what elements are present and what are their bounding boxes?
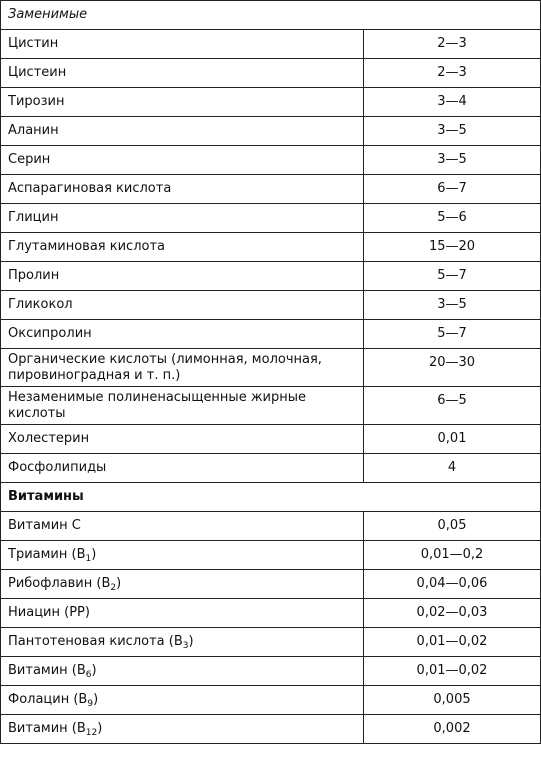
vitamin-label: Триамин (В xyxy=(8,547,86,562)
nutrient-name: Цистин xyxy=(1,30,364,59)
nutrient-value: 0,01 xyxy=(364,425,541,454)
nutrient-value: 3—5 xyxy=(364,117,541,146)
vitamin-value: 0,01—0,02 xyxy=(364,628,541,657)
nutrient-name: Оксипролин xyxy=(1,320,364,349)
vitamin-name xyxy=(1,686,364,715)
table-row xyxy=(1,349,541,387)
nutrient-name: Холестерин xyxy=(1,425,364,454)
table-row xyxy=(1,686,541,715)
vitamin-label-suffix: ) xyxy=(97,721,103,736)
vitamin-value: 0,005 xyxy=(364,686,541,715)
vitamin-label-suffix: ) xyxy=(188,634,194,649)
nutrient-value: 5—7 xyxy=(364,320,541,349)
section-row xyxy=(1,1,541,30)
vitamin-label: Пантотеновая кислота (В xyxy=(8,634,183,649)
table-row xyxy=(1,233,541,262)
vitamin-subscript: 12 xyxy=(85,728,98,738)
nutrient-name: Цистеин xyxy=(1,59,364,88)
vitamin-name xyxy=(1,599,364,628)
nutrient-name: Серин xyxy=(1,146,364,175)
table-row xyxy=(1,88,541,117)
nutrient-value: 3—5 xyxy=(364,291,541,320)
table-row xyxy=(1,715,541,744)
nutrient-name: Аланин xyxy=(1,117,364,146)
nutrient-value: 5—6 xyxy=(364,204,541,233)
nutrient-value: 15—20 xyxy=(364,233,541,262)
nutrient-name: Гликокол xyxy=(1,291,364,320)
table-row xyxy=(1,291,541,320)
table-row xyxy=(1,628,541,657)
table-row xyxy=(1,117,541,146)
table-row xyxy=(1,512,541,541)
table-row xyxy=(1,387,541,425)
table-row xyxy=(1,454,541,483)
nutrient-name: Незаменимые полиненасыщенные жирные кислоты xyxy=(1,387,364,425)
section-row xyxy=(1,483,541,512)
section-header-replaceable: Заменимые xyxy=(1,1,541,30)
vitamin-subscript: 1 xyxy=(85,554,92,564)
table-row xyxy=(1,425,541,454)
table-row xyxy=(1,320,541,349)
vitamin-label-suffix: ) xyxy=(91,663,97,678)
vitamin-name xyxy=(1,541,364,570)
vitamin-label-suffix: ) xyxy=(116,576,122,591)
vitamin-name xyxy=(1,715,364,744)
nutrient-value: 6—5 xyxy=(364,387,541,425)
nutrient-name: Фосфолипиды xyxy=(1,454,364,483)
nutrient-name: Пролин xyxy=(1,262,364,291)
section-header-vitamins: Витамины xyxy=(1,483,541,512)
vitamin-value: 0,002 xyxy=(364,715,541,744)
vitamin-value: 0,04—0,06 xyxy=(364,570,541,599)
vitamin-name xyxy=(1,570,364,599)
nutrient-name: Глутаминовая кислота xyxy=(1,233,364,262)
table-row xyxy=(1,59,541,88)
vitamin-label: Фолацин (В xyxy=(8,692,88,707)
nutrient-value: 4 xyxy=(364,454,541,483)
table-row xyxy=(1,262,541,291)
nutrient-value: 2—3 xyxy=(364,30,541,59)
vitamin-name xyxy=(1,512,364,541)
vitamin-label: Витамин С xyxy=(8,518,81,533)
vitamin-subscript: 3 xyxy=(182,641,189,651)
table-row xyxy=(1,599,541,628)
table-row xyxy=(1,30,541,59)
nutrient-value: 3—5 xyxy=(364,146,541,175)
table-row xyxy=(1,541,541,570)
nutrient-value: 20—30 xyxy=(364,349,541,387)
table-row xyxy=(1,175,541,204)
table-row xyxy=(1,204,541,233)
table-row xyxy=(1,146,541,175)
vitamin-name xyxy=(1,657,364,686)
vitamin-label: Витамин (В xyxy=(8,721,86,736)
nutrient-value: 5—7 xyxy=(364,262,541,291)
vitamin-value: 0,01—0,02 xyxy=(364,657,541,686)
vitamin-name xyxy=(1,628,364,657)
nutrient-name: Аспарагиновая кислота xyxy=(1,175,364,204)
vitamin-label-suffix: ) xyxy=(93,692,99,707)
nutrient-value: 6—7 xyxy=(364,175,541,204)
vitamin-value: 0,02—0,03 xyxy=(364,599,541,628)
nutrient-name: Глицин xyxy=(1,204,364,233)
table-row xyxy=(1,657,541,686)
vitamin-label-suffix: ) xyxy=(91,547,97,562)
vitamin-label: Рибофлавин (В xyxy=(8,576,111,591)
vitamin-subscript: 9 xyxy=(87,699,94,709)
nutrient-value: 3—4 xyxy=(364,88,541,117)
vitamin-subscript: 6 xyxy=(85,670,92,680)
vitamin-label: Ниацин (РР) xyxy=(8,605,90,620)
vitamin-subscript: 2 xyxy=(110,583,117,593)
vitamin-label: Витамин (В xyxy=(8,663,86,678)
table-row xyxy=(1,570,541,599)
nutrient-name: Тирозин xyxy=(1,88,364,117)
vitamin-value: 0,01—0,2 xyxy=(364,541,541,570)
nutrient-value: 2—3 xyxy=(364,59,541,88)
nutrient-name: Органические кислоты (лимонная, молочная, пировиноградная и т. п.) xyxy=(1,349,364,387)
vitamin-value: 0,05 xyxy=(364,512,541,541)
